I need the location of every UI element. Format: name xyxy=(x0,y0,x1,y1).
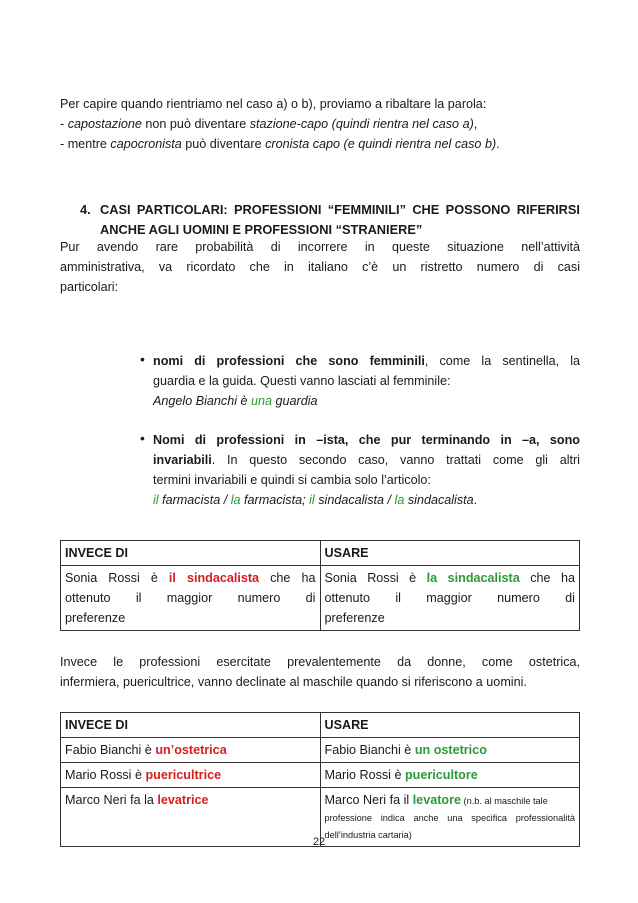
bullet-dot-icon: • xyxy=(140,430,145,446)
header-invece-di: INVECE DI xyxy=(61,541,321,566)
comparison-table-2 xyxy=(60,712,580,847)
note-line: dell’industria cartaria) xyxy=(324,830,412,840)
bullet1-example: Angelo Bianchi è una guardia xyxy=(153,394,318,408)
table-cell-invece: Mario Rossi è puericultrice xyxy=(61,763,321,788)
cell-line: ottenuto il maggior numero di xyxy=(65,591,316,605)
table-cell-invece: Fabio Bianchi è un’ostetrica xyxy=(61,738,321,763)
intro-line-3: - mentre capocronista può diventare cronista capo (e quindi rientra nel caso b). xyxy=(60,137,500,151)
cell-line: Sonia Rossi è la sindacalista che ha xyxy=(324,571,576,585)
table-cell-invece xyxy=(61,566,321,631)
intro-line-1: Per capire quando rientriamo nel caso a) o b), proviamo a ribaltare la parola: xyxy=(60,97,487,111)
cell-line: ottenuto il maggior numero di xyxy=(324,591,575,605)
table-row xyxy=(61,566,580,631)
table-cell-invece: Marco Neri fa la levatrice xyxy=(61,788,321,847)
comparison-table-1 xyxy=(60,540,580,631)
paragraph-2 xyxy=(60,652,580,692)
para2-line-2: infermiera, puericultrice, vanno declinate al maschile quando si riferiscono a uomini. xyxy=(60,675,527,689)
table-row xyxy=(61,738,580,763)
section-heading xyxy=(80,200,580,240)
cell-line: preferenze xyxy=(65,611,126,625)
bullet1-line-2: guardia e la guida. Questi vanno lasciati al femminile: xyxy=(153,374,451,388)
bullet2-line-3: termini invariabili e quindi si cambia solo l’articolo: xyxy=(153,473,431,487)
header-usare: USARE xyxy=(320,713,580,738)
para1-line-2: amministrativa, va ricordato che in italiano c’è un ristretto numero di casi xyxy=(60,260,580,274)
section-title-line-1: 4. CASI PARTICOLARI: PROFESSIONI “FEMMINILI” CHE POSSONO RIFERIRSI xyxy=(80,202,580,217)
table-cell-usare xyxy=(320,566,580,631)
cell-line: Marco Neri fa il levatore (n.b. al maschile tale xyxy=(324,793,548,807)
cell-line: Sonia Rossi è il sindacalista che ha xyxy=(65,571,316,585)
intro-line-2: - capostazione non può diventare stazione-capo (quindi rientra nel caso a), xyxy=(60,117,478,131)
bullet-item-1 xyxy=(60,351,580,411)
table-row xyxy=(61,763,580,788)
note-line: professione indica anche una specifica professionalità xyxy=(324,813,575,823)
cell-line: preferenze xyxy=(324,611,385,625)
section-title-line-2: ANCHE AGLI UOMINI E PROFESSIONI “STRANIERE” xyxy=(100,222,423,237)
page-number: 22 xyxy=(312,836,326,848)
intro-block xyxy=(60,94,500,154)
header-usare: USARE xyxy=(320,541,580,566)
para1-line-3: particolari: xyxy=(60,280,119,294)
table-header-row xyxy=(61,541,580,566)
bullet2-example: il farmacista / la farmacista; il sindacalista / la sindacalista. xyxy=(153,493,478,507)
table-cell-usare: Fabio Bianchi è un ostetrico xyxy=(320,738,580,763)
para2-line-1: Invece le professioni esercitate prevalentemente da donne, come ostetrica, xyxy=(60,655,580,669)
bullet2-line-1: Nomi di professioni in –ista, che pur terminando in –a, sono xyxy=(153,433,580,447)
paragraph-1 xyxy=(60,237,580,297)
table-cell-usare: Mario Rossi è puericultore xyxy=(320,763,580,788)
bullet1-line-1: nomi di professioni che sono femminili, come la sentinella, la xyxy=(153,354,580,368)
bullet-dot-icon: • xyxy=(140,351,145,367)
table-header-row xyxy=(61,713,580,738)
bullet2-line-2: invariabili. In questo secondo caso, vanno trattati come gli altri xyxy=(153,453,580,467)
bullet-list xyxy=(60,351,580,510)
bullet-item-2 xyxy=(60,430,580,510)
header-invece-di: INVECE DI xyxy=(61,713,321,738)
para1-line-1: Pur avendo rare probabilità di incorrere in queste situazione nell’attività xyxy=(60,240,580,254)
